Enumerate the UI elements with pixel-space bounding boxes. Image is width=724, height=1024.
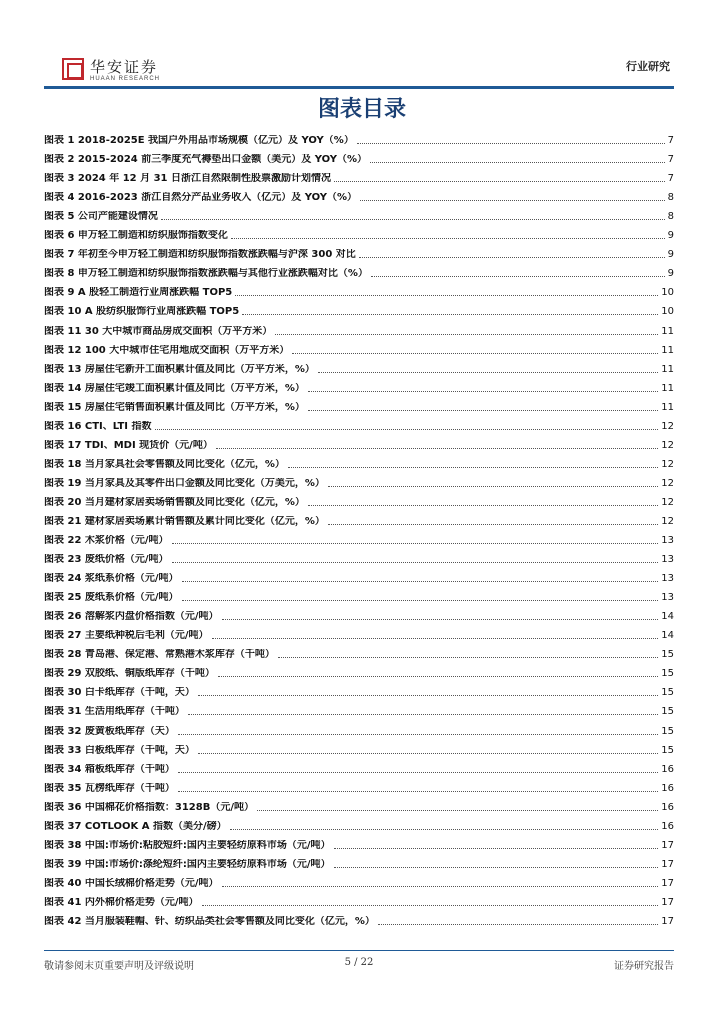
- toc-entry[interactable]: [44, 318, 674, 337]
- toc-entry-page[interactable]: 17: [661, 915, 674, 927]
- toc-entry[interactable]: [44, 738, 674, 757]
- toc-entry-label[interactable]: 图表 6 申万轻工制造和纺织服饰指数变化: [44, 230, 228, 242]
- toc-entry-label[interactable]: 图表 41 内外棉价格走势（元/吨）: [44, 896, 199, 908]
- toc-entry[interactable]: [44, 547, 674, 566]
- toc-entry-page[interactable]: 7: [667, 135, 674, 147]
- toc-entry-label[interactable]: 图表 26 溶解浆内盘价格指数（元/吨）: [44, 611, 219, 623]
- toc-entry[interactable]: [44, 471, 674, 490]
- toc-entry[interactable]: [44, 680, 674, 699]
- toc-entry-label[interactable]: 图表 37 COTLOOK A 指数（美分/磅）: [44, 820, 227, 832]
- toc-entry-label[interactable]: 图表 19 当月家具及其零件出口金额及同比变化（万美元，%）: [44, 477, 325, 489]
- toc-entry-page[interactable]: 8: [667, 211, 674, 223]
- toc-entry[interactable]: [44, 623, 674, 642]
- toc-entry[interactable]: [44, 338, 674, 357]
- toc-entry[interactable]: [44, 699, 674, 718]
- toc-entry[interactable]: [44, 299, 674, 318]
- toc-leader-dots: [370, 162, 665, 163]
- toc-entry[interactable]: [44, 661, 674, 680]
- toc-entry-page[interactable]: 11: [661, 325, 674, 337]
- toc-leader-dots: [230, 829, 659, 830]
- toc-entry[interactable]: [44, 261, 674, 280]
- toc-leader-dots: [178, 734, 658, 735]
- toc-entry[interactable]: [44, 833, 674, 852]
- toc-entry-page[interactable]: 17: [661, 896, 674, 908]
- toc-entry[interactable]: [44, 509, 674, 528]
- toc-leader-dots: [378, 924, 658, 925]
- toc-leader-dots: [334, 848, 659, 849]
- toc-entry-label[interactable]: 图表 4 2016-2023 浙江自然分产品业务收入（亿元）及 YOY（%）: [44, 192, 357, 204]
- report-type: 证券研究报告: [614, 961, 674, 972]
- toc-entry-page[interactable]: 16: [661, 801, 674, 813]
- toc-entry-page[interactable]: 14: [661, 611, 674, 623]
- toc-entry-page[interactable]: 15: [661, 744, 674, 756]
- toc-entry-page[interactable]: 15: [661, 668, 674, 680]
- toc-entry[interactable]: [44, 642, 674, 661]
- toc-entry-page[interactable]: 13: [661, 554, 674, 566]
- toc-entry-page[interactable]: 16: [661, 763, 674, 775]
- toc-entry-label[interactable]: 图表 28 青岛港、保定港、常熟港木浆库存（千吨）: [44, 649, 275, 661]
- toc-leader-dots: [222, 619, 659, 620]
- toc-entry[interactable]: [44, 890, 674, 909]
- toc-entry-page[interactable]: 9: [667, 249, 674, 261]
- toc-entry-page[interactable]: 12: [661, 496, 674, 508]
- toc-entry-page[interactable]: 15: [661, 649, 674, 661]
- toc-entry[interactable]: [44, 223, 674, 242]
- toc-leader-dots: [360, 200, 665, 201]
- toc-entry[interactable]: [44, 566, 674, 585]
- toc-entry[interactable]: [44, 490, 674, 509]
- toc-leader-dots: [371, 276, 665, 277]
- logo-text: 华安证券: [90, 58, 159, 76]
- toc-entry-page[interactable]: 10: [661, 306, 674, 318]
- toc-leader-dots: [328, 524, 658, 525]
- toc-entry-page[interactable]: 11: [661, 363, 674, 375]
- toc-entry-page[interactable]: 7: [667, 154, 674, 166]
- toc-entry[interactable]: [44, 795, 674, 814]
- toc-entry-page[interactable]: 17: [661, 839, 674, 851]
- toc-leader-dots: [218, 676, 658, 677]
- toc-entry-label[interactable]: 图表 22 木浆价格（元/吨）: [44, 535, 169, 547]
- toc-entry-page[interactable]: 12: [661, 439, 674, 451]
- logo-subtitle: HUAAN RESEARCH: [90, 76, 161, 82]
- toc-entry-label[interactable]: 图表 11 30 大中城市商品房成交面积（万平方米）: [44, 325, 273, 337]
- toc-entry-page[interactable]: 11: [661, 401, 674, 413]
- toc-entry-label[interactable]: 图表 23 废纸价格（元/吨）: [44, 554, 169, 566]
- toc-leader-dots: [278, 657, 658, 658]
- toc-entry-page[interactable]: 13: [661, 573, 674, 585]
- toc-leader-dots: [182, 581, 659, 582]
- page-number: 5 / 22: [344, 957, 374, 968]
- toc-leader-dots: [198, 753, 658, 754]
- toc-entry[interactable]: [44, 528, 674, 547]
- toc-entry-label[interactable]: 图表 25 废纸系价格（元/吨）: [44, 592, 179, 604]
- toc-entry-page[interactable]: 8: [667, 192, 674, 204]
- toc-leader-dots: [231, 238, 665, 239]
- toc-entry[interactable]: [44, 757, 674, 776]
- table-of-figures: [44, 128, 674, 928]
- toc-entry-page[interactable]: 13: [661, 535, 674, 547]
- toc-entry-label[interactable]: 图表 5 公司产能建设情况: [44, 211, 158, 223]
- toc-entry-label[interactable]: 图表 38 中国:市场价:粘胶短纤:国内主要轻纺原料市场（元/吨）: [44, 839, 331, 851]
- toc-entry-label[interactable]: 图表 21 建材家居卖场累计销售额及累计同比变化（亿元，%）: [44, 515, 325, 527]
- toc-entry-page[interactable]: 9: [667, 268, 674, 280]
- toc-leader-dots: [334, 867, 659, 868]
- toc-entry-label[interactable]: 图表 3 2024 年 12 月 31 日浙江自然限制性股票激励计划情况: [44, 173, 331, 185]
- toc-entry-label[interactable]: 图表 35 瓦楞纸库存（千吨）: [44, 782, 175, 794]
- toc-leader-dots: [178, 772, 658, 773]
- toc-leader-dots: [216, 448, 658, 449]
- toc-entry-page[interactable]: 12: [661, 477, 674, 489]
- toc-leader-dots: [161, 219, 665, 220]
- toc-entry-page[interactable]: 12: [661, 420, 674, 432]
- toc-entry-page[interactable]: 15: [661, 725, 674, 737]
- toc-entry-page[interactable]: 10: [661, 287, 674, 299]
- footer-disclaimer: 敬请参阅末页重要声明及评级说明: [44, 961, 194, 972]
- toc-leader-dots: [292, 353, 658, 354]
- toc-entry-label[interactable]: 图表 27 主要纸种税后毛利（元/吨）: [44, 630, 209, 642]
- toc-entry-label[interactable]: 图表 1 2018-2025E 我国户外用品市场规模（亿元）及 YOY（%）: [44, 135, 354, 147]
- toc-leader-dots: [288, 467, 658, 468]
- toc-leader-dots: [182, 600, 659, 601]
- toc-leader-dots: [257, 810, 658, 811]
- toc-entry-page[interactable]: 11: [661, 382, 674, 394]
- toc-leader-dots: [235, 295, 658, 296]
- toc-entry[interactable]: [44, 395, 674, 414]
- toc-leader-dots: [222, 886, 659, 887]
- toc-entry-label[interactable]: 图表 31 生活用纸库存（千吨）: [44, 706, 185, 718]
- toc-leader-dots: [359, 257, 665, 258]
- toc-entry[interactable]: [44, 280, 674, 299]
- toc-leader-dots: [172, 543, 659, 544]
- toc-entry-page[interactable]: 17: [661, 858, 674, 870]
- toc-leader-dots: [308, 391, 658, 392]
- toc-entry-label[interactable]: 图表 18 当月家具社会零售额及同比变化（亿元，%）: [44, 458, 285, 470]
- toc-leader-dots: [198, 695, 658, 696]
- toc-entry-page[interactable]: 15: [661, 687, 674, 699]
- toc-entry[interactable]: [44, 185, 674, 204]
- toc-entry[interactable]: [44, 452, 674, 471]
- toc-leader-dots: [328, 486, 658, 487]
- toc-entry-page[interactable]: 7: [667, 173, 674, 185]
- toc-entry[interactable]: [44, 414, 674, 433]
- toc-entry-label[interactable]: 图表 14 房屋住宅竣工面积累计值及同比（万平方米，%）: [44, 382, 305, 394]
- toc-entry-label[interactable]: 图表 32 废黄板纸库存（天）: [44, 725, 175, 737]
- toc-entry[interactable]: [44, 242, 674, 261]
- toc-entry-page[interactable]: 17: [661, 877, 674, 889]
- toc-entry[interactable]: [44, 585, 674, 604]
- toc-entry[interactable]: [44, 128, 674, 147]
- huaan-logo-icon: [62, 58, 84, 80]
- footer-divider: [44, 950, 674, 951]
- toc-entry-page[interactable]: 16: [661, 820, 674, 832]
- toc-entry[interactable]: [44, 376, 674, 395]
- toc-entry-label[interactable]: 图表 40 中国长绒棉价格走势（元/吨）: [44, 877, 219, 889]
- toc-entry[interactable]: [44, 604, 674, 623]
- toc-entry-page[interactable]: 14: [661, 630, 674, 642]
- toc-entry-label[interactable]: 图表 42 当月服装鞋帽、针、纺织品类社会零售额及同比变化（亿元，%）: [44, 915, 375, 927]
- toc-entry-page[interactable]: 12: [661, 515, 674, 527]
- toc-leader-dots: [202, 905, 659, 906]
- toc-entry-label[interactable]: 图表 9 A 股轻工制造行业周涨跌幅 TOP5: [44, 287, 233, 299]
- toc-leader-dots: [155, 429, 659, 430]
- toc-leader-dots: [275, 334, 658, 335]
- toc-entry[interactable]: [44, 871, 674, 890]
- toc-entry[interactable]: [44, 204, 674, 223]
- page-footer: [44, 957, 674, 971]
- toc-entry[interactable]: [44, 166, 674, 185]
- toc-entry-label[interactable]: 图表 36 中国棉花价格指数：3128B（元/吨）: [44, 801, 254, 813]
- toc-entry-label[interactable]: 图表 7 年初至今申万轻工制造和纺织服饰指数涨跌幅与沪深 300 对比: [44, 249, 356, 261]
- toc-entry-page[interactable]: 9: [667, 230, 674, 242]
- toc-entry-label[interactable]: 图表 10 A 股纺织服饰行业周涨跌幅 TOP5: [44, 306, 240, 318]
- toc-entry-page[interactable]: 13: [661, 592, 674, 604]
- page-title: 图表目录: [317, 97, 406, 122]
- toc-entry-label[interactable]: 图表 30 白卡纸库存（千吨，天）: [44, 687, 195, 699]
- toc-entry[interactable]: [44, 718, 674, 737]
- toc-entry-label[interactable]: 图表 13 房屋住宅新开工面积累计值及同比（万平方米，%）: [44, 363, 315, 375]
- toc-entry-label[interactable]: 图表 2 2015-2024 前三季度充气褥垫出口金额（美元）及 YOY（%）: [44, 154, 367, 166]
- toc-entry[interactable]: [44, 852, 674, 871]
- toc-entry[interactable]: [44, 909, 674, 928]
- toc-entry-page[interactable]: 16: [661, 782, 674, 794]
- page-header: [44, 52, 674, 86]
- toc-entry[interactable]: [44, 814, 674, 833]
- toc-leader-dots: [308, 410, 658, 411]
- toc-entry-label[interactable]: 图表 24 浆纸系价格（元/吨）: [44, 573, 179, 585]
- toc-entry[interactable]: [44, 357, 674, 376]
- toc-leader-dots: [172, 562, 659, 563]
- toc-entry-label[interactable]: 图表 8 申万轻工制造和纺织服饰指数涨跌幅与其他行业涨跌幅对比（%）: [44, 268, 368, 280]
- toc-entry-page[interactable]: 15: [661, 706, 674, 718]
- header-divider: [44, 86, 674, 89]
- toc-entry[interactable]: [44, 147, 674, 166]
- toc-entry-label[interactable]: 图表 34 箱板纸库存（千吨）: [44, 763, 175, 775]
- toc-entry[interactable]: [44, 433, 674, 452]
- toc-entry-page[interactable]: 12: [661, 458, 674, 470]
- toc-leader-dots: [334, 181, 665, 182]
- toc-leader-dots: [357, 143, 665, 144]
- toc-leader-dots: [178, 791, 658, 792]
- toc-leader-dots: [188, 714, 658, 715]
- toc-entry-label[interactable]: 图表 16 CTI、LTI 指数: [44, 420, 152, 432]
- toc-entry-label[interactable]: 图表 33 白板纸库存（千吨，天）: [44, 744, 195, 756]
- toc-entry-label[interactable]: 图表 39 中国:市场价:涤纶短纤:国内主要轻纺原料市场（元/吨）: [44, 858, 331, 870]
- toc-entry[interactable]: [44, 776, 674, 795]
- toc-leader-dots: [212, 638, 659, 639]
- toc-leader-dots: [242, 314, 658, 315]
- toc-leader-dots: [318, 372, 658, 373]
- toc-leader-dots: [308, 505, 658, 506]
- section-label: 行业研究: [626, 60, 670, 73]
- toc-entry-label[interactable]: 图表 29 双胶纸、铜版纸库存（千吨）: [44, 668, 215, 680]
- toc-entry-label[interactable]: 图表 17 TDI、MDI 现货价（元/吨）: [44, 439, 213, 451]
- toc-entry-label[interactable]: 图表 15 房屋住宅销售面积累计值及同比（万平方米，%）: [44, 401, 305, 413]
- toc-entry-label[interactable]: 图表 12 100 大中城市住宅用地成交面积（万平方米）: [44, 344, 290, 356]
- toc-entry-label[interactable]: 图表 20 当月建材家居卖场销售额及同比变化（亿元，%）: [44, 496, 305, 508]
- toc-entry-page[interactable]: 11: [661, 344, 674, 356]
